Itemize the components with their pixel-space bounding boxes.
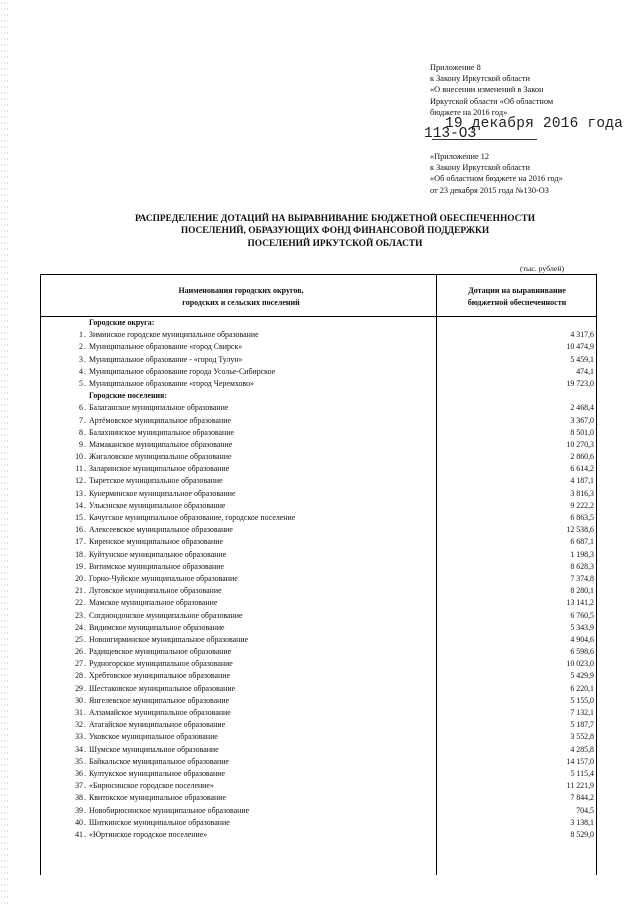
row-number-dot: . [84, 513, 86, 522]
row-number-dot: . [84, 708, 86, 717]
row-amount: 2 860,6 [570, 452, 594, 462]
stamp-date: 19 декабря 2016 года [445, 116, 624, 132]
table-row [41, 817, 596, 829]
row-number: 28 [75, 671, 83, 681]
row-amount: 3 138,1 [570, 817, 594, 827]
row-name: Уковское муниципальное образование [89, 732, 218, 742]
row-number-dot: . [84, 647, 86, 657]
appendix-header [430, 62, 553, 118]
row-amount: 8 501,0 [570, 427, 594, 437]
row-name: Улькэнское муниципальное образование [89, 500, 226, 510]
row-number: 38 [75, 793, 83, 803]
row-name: Киренское муниципальное образование [89, 537, 224, 547]
row-number: 22 [75, 598, 83, 608]
table-row [41, 475, 596, 487]
table-row [41, 500, 596, 512]
row-number-dot: . [84, 817, 86, 827]
row-number: 31 [75, 708, 83, 717]
table-row [41, 707, 596, 719]
row-number-dot: . [84, 452, 86, 462]
row-number: 6 [79, 403, 83, 413]
row-number-dot: . [84, 415, 86, 425]
appendix-reference [430, 151, 563, 196]
table-row [41, 585, 596, 597]
table-row [41, 792, 596, 804]
table-row [41, 512, 596, 524]
stamp-underline [432, 139, 537, 140]
table-row [41, 670, 596, 682]
row-amount: 5 459,1 [570, 354, 594, 364]
row-name: Муниципальное образование - «город Тулун» [89, 354, 243, 364]
row-number: 27 [75, 659, 83, 669]
row-name: Муниципальное образование города Усолье-Сибирское [89, 366, 276, 376]
table-row [41, 415, 596, 427]
row-number-dot: . [84, 634, 86, 644]
table-row [41, 719, 596, 731]
row-name: «Бирюсинское городское поселение» [89, 781, 214, 791]
row-number-dot: . [84, 622, 86, 632]
row-number-dot: . [84, 744, 86, 754]
row-number: 39 [75, 805, 83, 815]
row-number: 35 [75, 756, 83, 766]
header-line: Иркутской области «Об областном [430, 96, 554, 106]
column-header-amount [437, 285, 597, 309]
table-row [41, 524, 596, 536]
row-name: Зиминское городское муниципальное образование [89, 330, 259, 340]
row-amount: 704,5 [576, 805, 594, 815]
table-row [41, 695, 596, 707]
row-number: 10 [75, 452, 83, 462]
reference-line: к Закону Иркутской области [430, 163, 530, 173]
row-name: Качугское муниципальное образование, городское поселение [89, 513, 296, 522]
row-name: Хребтовское муниципальное образование [89, 671, 230, 681]
row-number-dot: . [84, 488, 86, 498]
row-number: 17 [75, 537, 83, 547]
row-number: 5 [79, 378, 83, 388]
row-number-dot: . [84, 598, 86, 608]
table-row [41, 451, 596, 463]
row-amount: 4 285,8 [570, 744, 594, 754]
table-row [41, 427, 596, 439]
row-number-dot: . [84, 781, 86, 791]
table-row [41, 439, 596, 451]
table-row [41, 488, 596, 500]
row-amount: 8 628,3 [570, 561, 594, 571]
unit-label: (тыс. рублей) [520, 264, 565, 273]
column-header-name [101, 285, 381, 309]
row-number-dot: . [84, 464, 86, 474]
row-number: 26 [75, 647, 83, 657]
row-amount: 10 023,0 [566, 659, 594, 669]
row-amount: 1 198,3 [570, 549, 594, 559]
row-amount: 5 115,4 [570, 768, 594, 778]
row-amount: 3 816,3 [570, 488, 594, 498]
row-name: Алзамайское муниципальное образование [89, 708, 231, 717]
row-number: 8 [79, 427, 83, 437]
table-row [41, 756, 596, 768]
row-name: Витимское муниципальное образование [89, 561, 224, 571]
row-amount: 5 155,0 [570, 695, 594, 705]
row-name: Мамаканское муниципальное образование [89, 439, 233, 449]
row-number-dot: . [84, 732, 86, 742]
row-number: 11 [75, 464, 83, 474]
header-line: к Закону Иркутской области [430, 74, 530, 84]
row-amount: 12 538,6 [566, 525, 594, 535]
row-number: 4 [79, 366, 83, 376]
row-name: Балахнинское муниципальное образование [89, 427, 235, 437]
title-line: ПОСЕЛЕНИЙ, ОБРАЗУЮЩИХ ФОНД ФИНАНСОВОЙ ПОДДЕРЖКИ [180, 226, 490, 237]
row-amount: 3 552,8 [570, 732, 594, 742]
row-name: Горно-Чуйское муниципальное образование [89, 573, 238, 583]
table-row [41, 341, 596, 353]
row-name: Янгелевское муниципальное образование [89, 695, 230, 705]
row-amount: 13 141,2 [566, 598, 594, 608]
row-name: Байкальское муниципальное образование [89, 756, 229, 766]
row-number-dot: . [84, 537, 86, 547]
row-amount: 6 687,1 [570, 537, 594, 547]
row-name: Шестаковское муниципальное образование [89, 683, 236, 693]
row-name: Алексеевское муниципальное образование [89, 525, 233, 535]
row-name: Рудногорское муниципальное образование [89, 659, 233, 669]
header-text: Наименования городских округов, [178, 286, 304, 295]
row-name: Новоигирминское муниципальное образование [89, 634, 249, 644]
row-number-dot: . [84, 573, 86, 583]
title-line: РАСПРЕДЕЛЕНИЕ ДОТАЦИЙ НА ВЫРАВНИВАНИЕ БЮДЖЕТНОЙ ОБЕСПЕЧЕННОСТИ [135, 214, 535, 224]
row-number: 14 [75, 500, 83, 510]
row-number: 21 [75, 586, 83, 596]
table-row [41, 597, 596, 609]
header-text: бюджетной обеспеченности [467, 298, 567, 307]
table-row [41, 829, 596, 841]
row-number-dot: . [84, 793, 86, 803]
table-row [41, 549, 596, 561]
table-row [41, 768, 596, 780]
row-number: 23 [75, 610, 83, 620]
header-text: городских и сельских поселений [182, 298, 300, 307]
row-name: Култукское муниципальное образование [89, 768, 225, 778]
row-number-dot: . [84, 549, 86, 559]
table-body [41, 317, 596, 841]
row-name: Видимское муниципальное образование [89, 622, 225, 632]
row-amount: 10 474,9 [566, 342, 594, 352]
row-number-dot: . [84, 427, 86, 437]
section-row [41, 390, 596, 402]
row-name: Муниципальное образование «город Черемхово» [89, 378, 254, 388]
row-amount: 4 187,1 [570, 476, 594, 486]
row-name: Радищевское муниципальное образование [89, 647, 232, 657]
row-name: Балаганское муниципальное образование [89, 403, 229, 413]
row-number: 32 [75, 720, 83, 730]
row-amount: 3 367,0 [570, 415, 594, 425]
row-amount: 8 529,0 [570, 829, 594, 839]
reference-line: «Об областном бюджете на 2016 год» [430, 174, 563, 184]
row-amount: 4 904,6 [570, 634, 594, 644]
row-number-dot: . [84, 610, 86, 620]
row-amount: 5 187,7 [570, 720, 594, 730]
row-amount: 2 468,4 [570, 403, 594, 413]
table-row [41, 366, 596, 378]
row-name: Заларинское муниципальное образование [89, 464, 230, 474]
row-number: 25 [75, 634, 83, 644]
table-row [41, 744, 596, 756]
row-name: Кунерминское муниципальное образование [89, 488, 236, 498]
row-amount: 7 132,1 [570, 708, 594, 717]
row-number-dot: . [84, 756, 86, 766]
section-row [41, 317, 596, 329]
row-number-dot: . [84, 671, 86, 681]
row-amount: 6 614,2 [570, 464, 594, 474]
table-row [41, 731, 596, 743]
header-line: Приложение 8 [430, 63, 481, 72]
row-number: 3 [79, 354, 83, 364]
row-number: 9 [79, 439, 83, 449]
row-amount: 5 343,9 [570, 622, 594, 632]
row-number: 41 [75, 829, 83, 839]
table-row [41, 683, 596, 695]
table-row [41, 805, 596, 817]
row-number: 37 [75, 781, 83, 791]
table-row [41, 622, 596, 634]
row-amount: 474,1 [576, 366, 594, 376]
row-amount: 19 723,0 [566, 378, 594, 388]
row-number-dot: . [84, 768, 86, 778]
row-amount: 6 760,5 [570, 610, 594, 620]
row-number-dot: . [84, 500, 86, 510]
row-amount: 7 844,2 [570, 793, 594, 803]
row-name: Жигаловское муниципальное образование [89, 452, 232, 462]
table-row [41, 378, 596, 390]
row-number-dot: . [84, 330, 86, 340]
row-number-dot: . [84, 403, 86, 413]
row-number-dot: . [84, 378, 86, 388]
row-number: 29 [75, 683, 83, 693]
row-number: 19 [75, 561, 83, 571]
row-amount: 5 429,9 [570, 671, 594, 681]
row-number-dot: . [84, 439, 86, 449]
table-row [41, 561, 596, 573]
row-number-dot: . [84, 683, 86, 693]
reference-line: от 23 декабря 2015 года №130-ОЗ [430, 185, 549, 195]
row-name: Шиткинское муниципальное образование [89, 817, 230, 827]
row-number-dot: . [84, 586, 86, 596]
row-name: Куйтунское муниципальное образование [89, 549, 227, 559]
row-name: «Юртинское городское поселение» [89, 829, 208, 839]
row-number-dot: . [84, 476, 86, 486]
row-amount: 6 863,5 [570, 513, 594, 522]
table-row [41, 573, 596, 585]
table-row [41, 646, 596, 658]
table-row [41, 658, 596, 670]
table-row [41, 402, 596, 414]
stamp-number: 113-ОЗ [424, 126, 477, 142]
table-row [41, 329, 596, 341]
header-line: «О внесении изменений в Закон [430, 85, 544, 95]
row-number: 36 [75, 768, 83, 778]
row-number: 33 [75, 732, 83, 742]
section-label: Городские поселения: [89, 391, 167, 401]
table-row [41, 354, 596, 366]
row-amount: 9 222,2 [570, 500, 594, 510]
row-number: 2 [79, 342, 83, 352]
row-number-dot: . [84, 561, 86, 571]
row-name: Тыретское муниципальное образование [89, 476, 223, 486]
table-row [41, 780, 596, 792]
row-name: Артёмовское муниципальное образование [89, 415, 231, 425]
table-row [41, 610, 596, 622]
row-name: Мамское муниципальное образование [89, 598, 218, 608]
row-number: 7 [79, 415, 83, 425]
row-amount: 8 280,1 [570, 586, 594, 596]
row-amount: 4 317,6 [570, 330, 594, 340]
row-number-dot: . [84, 342, 86, 352]
section-label: Городские округа: [89, 318, 155, 327]
row-number: 24 [75, 622, 83, 632]
row-number: 34 [75, 744, 83, 754]
row-number: 20 [75, 573, 83, 583]
scan-edge-dots [0, 0, 9, 905]
row-name: Новобирюсинское муниципальное образование [89, 805, 250, 815]
row-number: 18 [75, 549, 83, 559]
row-number-dot: . [84, 829, 86, 839]
subsidy-table [40, 274, 597, 875]
row-number: 12 [75, 476, 83, 486]
row-number-dot: . [84, 659, 86, 669]
row-number-dot: . [84, 354, 86, 364]
header-line: бюджете на 2016 год» [430, 107, 508, 117]
row-number: 30 [75, 695, 83, 705]
row-amount: 6 220,1 [570, 683, 594, 693]
row-number-dot: . [84, 695, 86, 705]
row-number: 1 [79, 330, 83, 340]
table-row [41, 463, 596, 475]
row-number: 13 [75, 488, 83, 498]
row-amount: 10 270,3 [566, 439, 594, 449]
document-title [40, 213, 630, 250]
row-number-dot: . [84, 805, 86, 815]
table-row [41, 536, 596, 548]
row-amount: 14 157,0 [566, 756, 594, 766]
row-name: Муниципальное образование «город Свирск» [89, 342, 243, 352]
row-name: Луговское муниципальное образование [89, 586, 222, 596]
header-text: Дотации на выравнивание [468, 286, 566, 295]
row-number-dot: . [84, 720, 86, 730]
row-amount: 6 598,6 [570, 647, 594, 657]
table-row [41, 634, 596, 646]
row-name: Шумское муниципальное образование [89, 744, 219, 754]
row-number-dot: . [84, 525, 86, 535]
row-number-dot: . [84, 366, 86, 376]
row-name: Атагайское муниципальное образование [89, 720, 226, 730]
row-number: 16 [75, 525, 83, 535]
row-amount: 11 221,9 [566, 781, 594, 791]
row-amount: 7 374,8 [570, 573, 594, 583]
row-name: Квитокское муниципальное образование [89, 793, 226, 803]
row-number: 15 [75, 513, 83, 522]
row-name: Согдиондонское муниципальное образование [89, 610, 243, 620]
title-line: ПОСЕЛЕНИЙ ИРКУТСКОЙ ОБЛАСТИ [247, 238, 423, 249]
reference-line: «Приложение 12 [430, 152, 490, 161]
row-number: 40 [75, 817, 83, 827]
